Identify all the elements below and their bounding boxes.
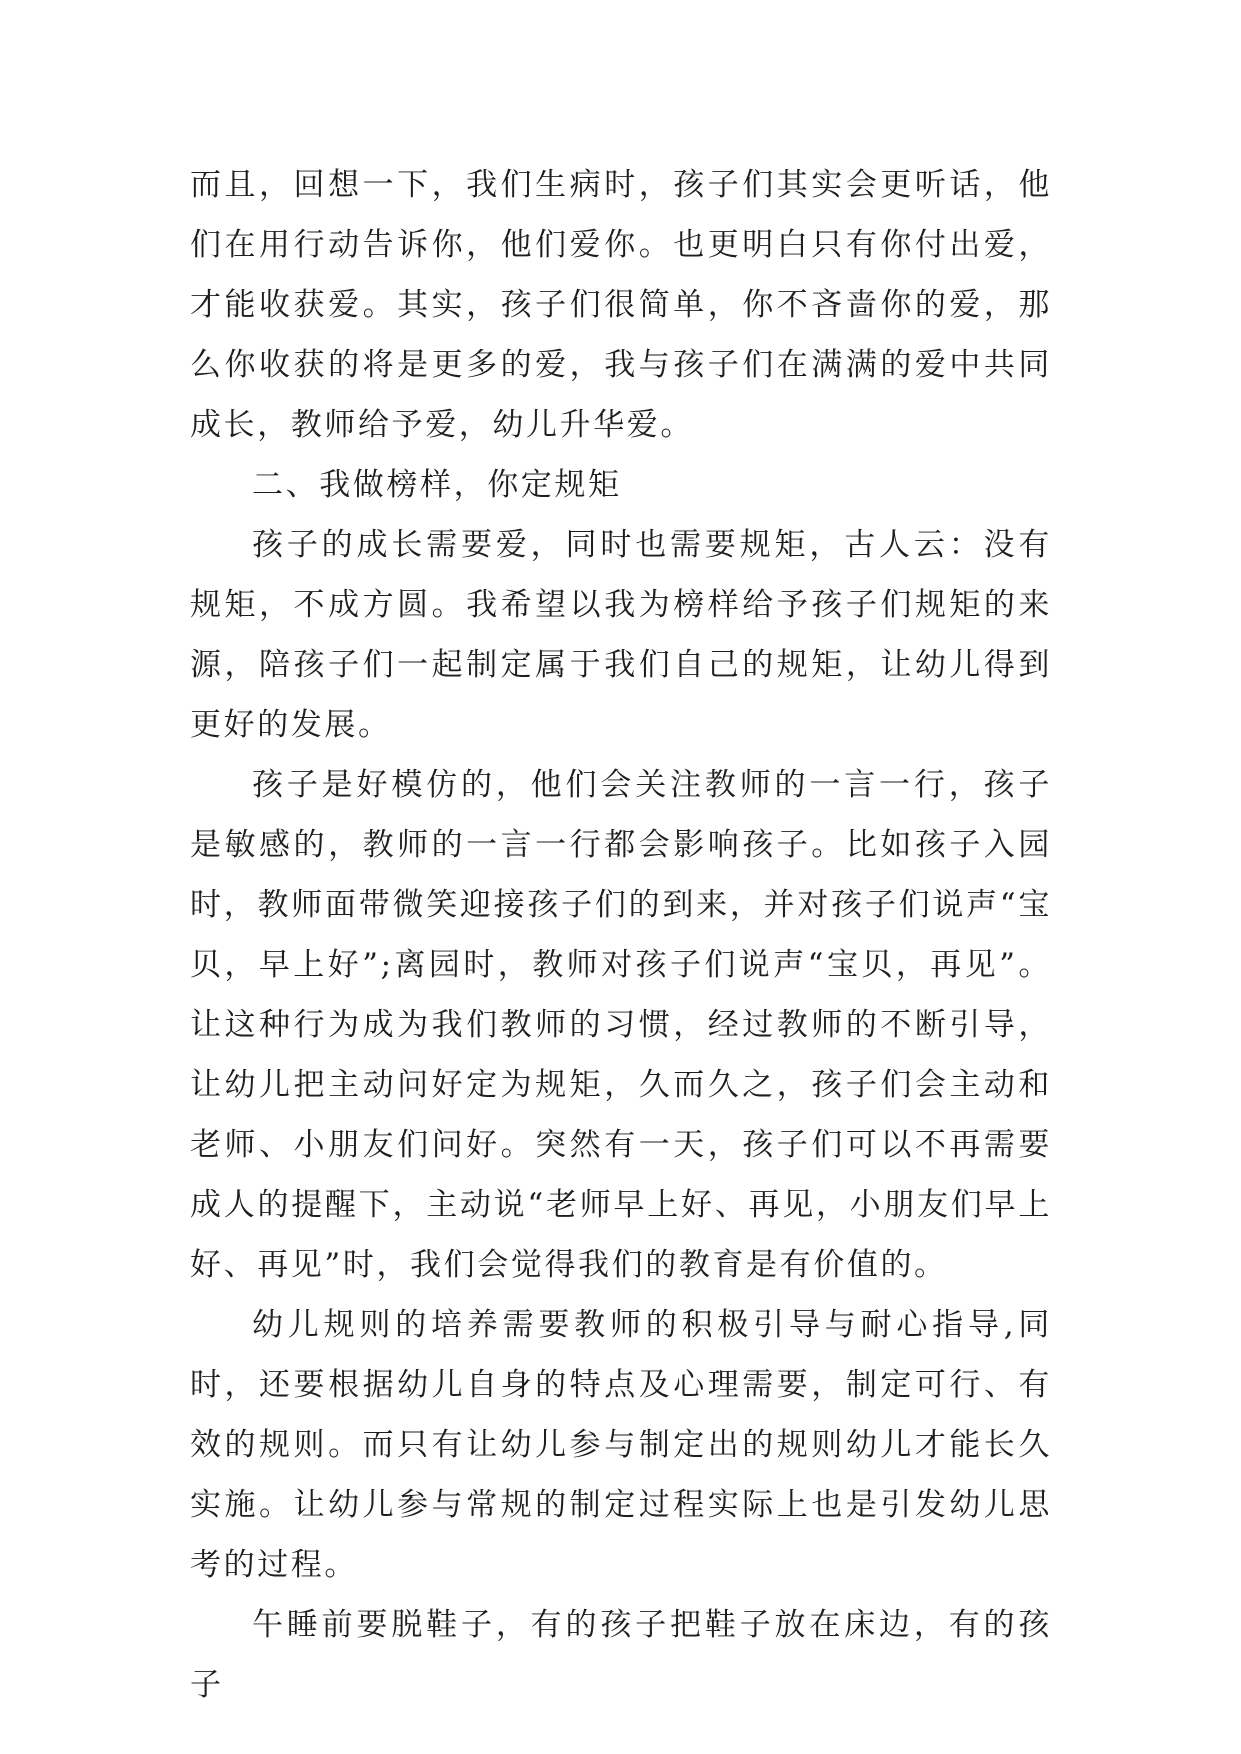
paragraph: 孩子的成长需要爱，同时也需要规矩，古人云：没有规矩，不成方圆。我希望以我为榜样给予孩子们规矩的来源，陪孩子们一起制定属于我们自己的规矩，让幼儿得到更好的发展。: [190, 527, 1052, 743]
paragraph: 孩子是好模仿的，他们会关注教师的一言一行，孩子是敏感的，教师的一言一行都会影响孩子。比如孩子入园时，教师面带微笑迎接孩子们的到来，并对孩子们说声“宝贝，早上好”;离园时，教师对孩子们说声“宝贝，再见”。让这种行为成为我们教师的习惯，经过教师的不断引导，让幼儿把主动问好定为规矩，久而久之，孩子们会主动和老师、小朋友们问好。突然有一天，孩子们可以不再需要成人的提醒下，主动说“老师早上好、再见，小朋友们早上好、再见”时，我们会觉得我们的教育是有价值的。: [190, 767, 1052, 1283]
paragraph: 午睡前要脱鞋子，有的孩子把鞋子放在床边，有的孩子: [190, 1607, 1052, 1703]
document-body: [190, 155, 1052, 1715]
paragraph: 幼儿规则的培养需要教师的积极引导与耐心指导,同时，还要根据幼儿自身的特点及心理需要，制定可行、有效的规则。而只有让幼儿参与制定出的规则幼儿才能长久实施。让幼儿参与常规的制定过程实际上也是引发幼儿思考的过程。: [190, 1307, 1052, 1583]
section-heading: 二、我做榜样，你定规矩: [252, 467, 622, 503]
paragraph-continuation: 而且，回想一下，我们生病时，孩子们其实会更听话，他们在用行动告诉你，他们爱你。也更明白只有你付出爱，才能收获爱。其实，孩子们很简单，你不吝啬你的爱，那么你收获的将是更多的爱，我与孩子们在满满的爱中共同成长，教师给予爱，幼儿升华爱。: [190, 167, 1052, 443]
